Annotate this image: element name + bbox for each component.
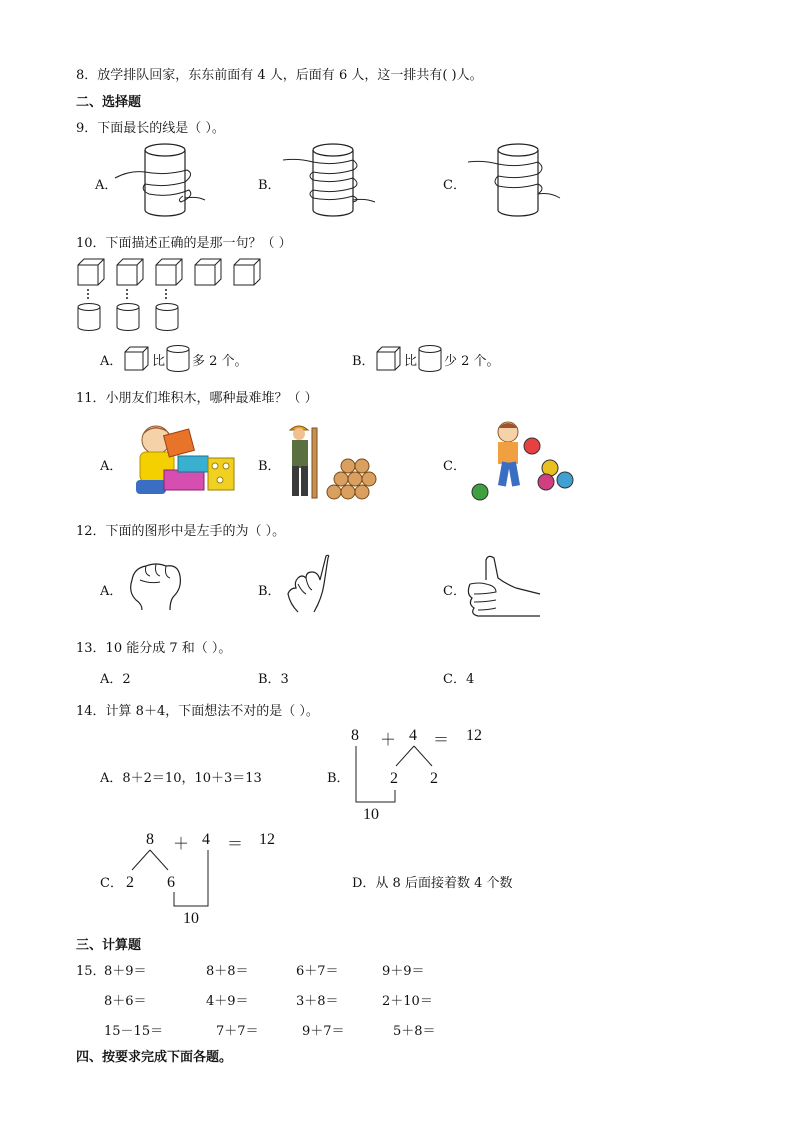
cube-icon [156,259,182,285]
cube-icon [376,346,402,372]
cylinder-icon [117,304,139,331]
q14-text: 14．计算 8＋4，下面想法不对的是（ ）。 [76,704,319,719]
q12-text: 12．下面的图形中是左手的为（ ）。 [76,524,286,539]
q14c-addend-1: 8 [146,831,154,848]
cylinder-icon [166,345,192,373]
q14-option-b-label[interactable]: B． [327,771,350,786]
worker-with-logs-image [284,422,384,502]
section-3-title: 三、计算题 [76,938,142,953]
section-2-title: 二、选择题 [76,95,142,110]
q14c-addend-2: 4 [202,831,210,848]
q14b-plus: ＋ [380,732,397,749]
q14c-part-2: 6 [167,874,175,891]
q15-r2-c3[interactable]: 3＋8＝ [296,994,339,1009]
cylinder-icon [156,304,178,331]
fist-hand-icon [126,558,186,613]
child-with-blocks-image [126,422,241,497]
q10-option-a-tail: 多 2 个。 [192,354,248,369]
q11-option-c-label[interactable]: C． [443,459,466,474]
q13-option-a[interactable]: A．2 [100,672,131,687]
q8-text: 8．放学排队回家，东东前面有 4 人，后面有 6 人，这一排共有( )人。 [76,68,483,83]
cubes-and-cylinders-figure [76,257,276,337]
q12-option-a-label[interactable]: A． [100,584,123,599]
q10-text: 10．下面描述正确的是那一句？（ ） [76,236,292,251]
q9-option-b-label[interactable]: B． [258,178,281,193]
q15-r1-c1[interactable]: 8＋9＝ [104,964,147,979]
q14b-sum: 10 [363,806,379,823]
q14-option-a[interactable]: A．8＋2＝10，10＋3＝13 [100,771,262,786]
cylinder-coil-a [115,140,225,220]
q11-option-a-label[interactable]: A． [100,459,123,474]
thumbs-up-hand-icon [466,554,544,620]
q14c-sum: 10 [183,910,199,927]
q14c-result: 12 [259,831,275,848]
q10-option-b-label[interactable]: B． [352,354,375,369]
section-4-title: 四、按要求完成下面各题。 [76,1050,233,1065]
q14b-addend-2: 4 [409,727,417,744]
q15-r3-c4[interactable]: 5＋8＝ [393,1024,436,1039]
q14c-part-1: 2 [126,874,134,891]
cube-icon [234,259,260,285]
q10-option-a-compare: 比 [152,354,166,369]
q14b-part-1: 2 [390,770,398,787]
q9-text: 9．下面最长的线是（ ）。 [76,121,225,136]
raised-hand-icon [284,554,334,616]
child-with-balls-image [470,420,580,502]
q11-option-b-label[interactable]: B． [258,459,281,474]
q14c-equals: ＝ [227,836,244,853]
q9-option-c-label[interactable]: C． [443,178,466,193]
q15-r1-c2[interactable]: 8＋8＝ [206,964,249,979]
q14c-plus: ＋ [173,836,190,853]
q10-option-b-compare: 比 [404,354,418,369]
q15-r2-c4[interactable]: 2＋10＝ [382,994,433,1009]
cube-icon [117,259,143,285]
q14b-part-2: 2 [430,770,438,787]
q14b-addend-1: 8 [351,727,359,744]
q15-r3-c1[interactable]: 15－15＝ [104,1024,164,1039]
q15-label: 15． [76,964,106,979]
q12-option-c-label[interactable]: C． [443,584,466,599]
q10-option-b-tail: 少 2 个。 [444,354,500,369]
q9-option-a-label[interactable]: A． [95,178,118,193]
cylinder-coil-b [283,140,393,220]
q15-r1-c3[interactable]: 6＋7＝ [296,964,339,979]
cube-icon [78,259,104,285]
cylinder-icon [418,345,444,373]
cylinder-coil-c [468,140,578,220]
q14-option-c-label[interactable]: C． [100,876,123,891]
q15-r3-c2[interactable]: 7＋7＝ [216,1024,259,1039]
q10-option-a-label[interactable]: A． [100,354,123,369]
q13-option-c[interactable]: C．4 [443,672,475,687]
q13-text: 13．10 能分成 7 和（ ）。 [76,641,232,656]
q14-option-d[interactable]: D．从 8 后面接着数 4 个数 [352,876,513,891]
q11-text: 11．小朋友们堆积木，哪种最难堆？（ ） [76,391,318,406]
cylinder-icon [78,304,100,331]
q14b-result: 12 [466,727,482,744]
cube-icon [124,346,150,372]
q12-option-b-label[interactable]: B． [258,584,281,599]
q14b-equals: ＝ [433,732,450,749]
q15-r2-c1[interactable]: 8＋6＝ [104,994,147,1009]
q15-r1-c4[interactable]: 9＋9＝ [382,964,425,979]
cube-icon [195,259,221,285]
q15-r3-c3[interactable]: 9＋7＝ [302,1024,345,1039]
q15-r2-c2[interactable]: 4＋9＝ [206,994,249,1009]
q13-option-b[interactable]: B．3 [258,672,289,687]
